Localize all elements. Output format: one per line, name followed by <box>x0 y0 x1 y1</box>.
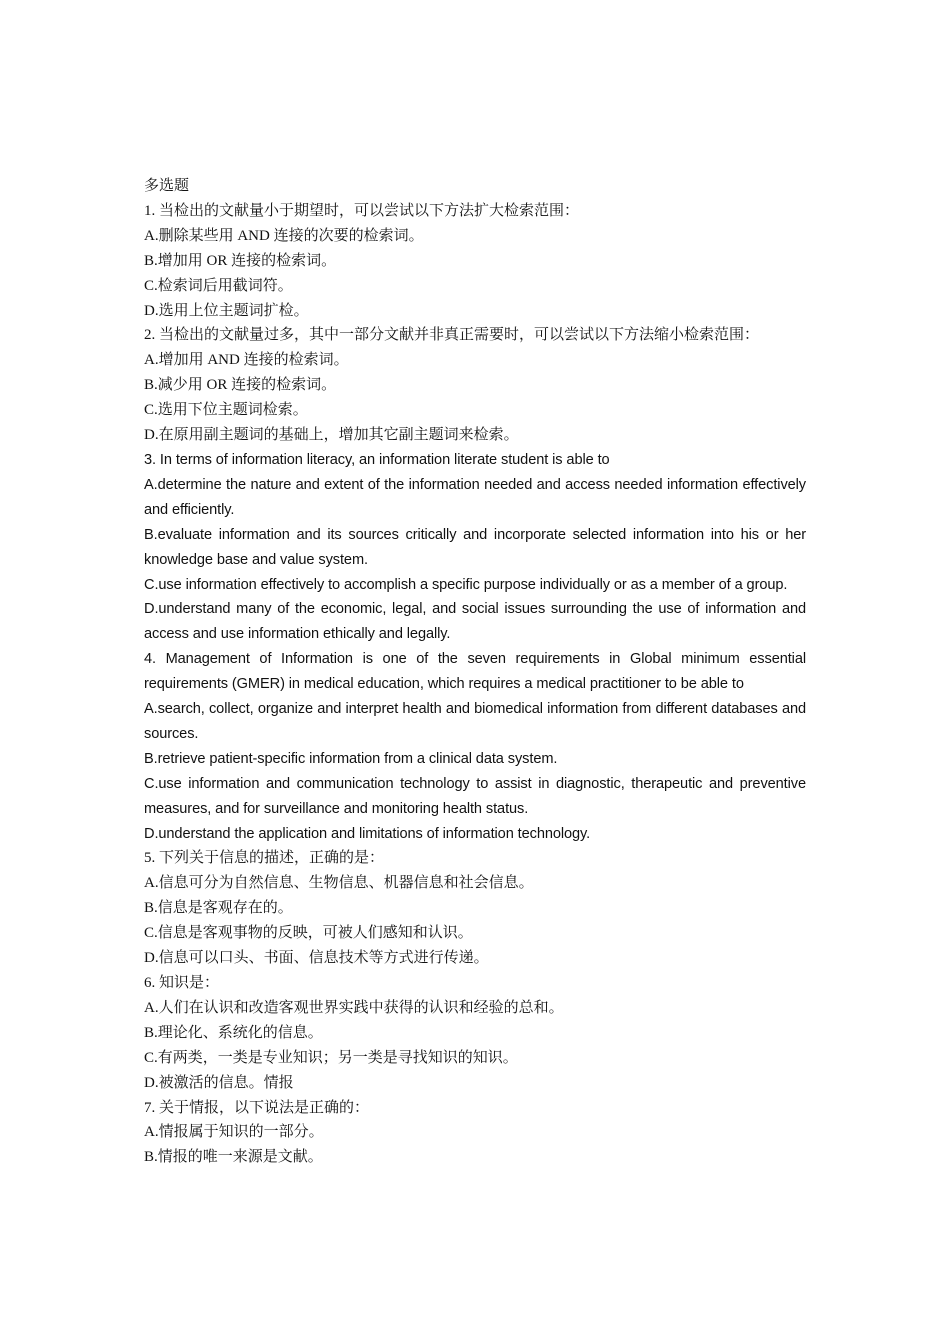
document-body <box>144 174 806 1170</box>
question-2-option-b: B.减少用 OR 连接的检索词。 <box>144 377 337 394</box>
question-4-option-d: D.understand the application and limitations of information technology. <box>144 825 591 842</box>
question-7-option-a: A.情报属于知识的一部分。 <box>144 1124 324 1141</box>
question-2-stem: 2. 当检出的文献量过多，其中一部分文献并非真正需要时，可以尝试以下方法缩小检索范围： <box>144 327 760 344</box>
question-5-option-b: B.信息是客观存在的。 <box>144 900 293 917</box>
question-1-option-b: B.增加用 OR 连接的检索词。 <box>144 252 337 269</box>
question-3-option-b: B.evaluate information and its sources critically and incorporate selected information into his or her knowledge base and value system. <box>144 526 806 568</box>
question-6-option-a: A.人们在认识和改造客观世界实践中获得的认识和经验的总和。 <box>144 999 564 1016</box>
question-2-option-d: D.在原用副主题词的基础上，增加其它副主题词来检索。 <box>144 427 519 444</box>
question-1-option-a: A.删除某些用 AND 连接的次要的检索词。 <box>144 227 424 244</box>
question-4-option-c: C.use information and communication technology to assist in diagnostic, therapeutic and preventive measures, and for surveillance and monitoring health status. <box>144 775 806 817</box>
question-6-option-c: C.有两类，一类是专业知识；另一类是寻找知识的知识。 <box>144 1049 518 1066</box>
question-7-option-b: B.情报的唯一来源是文献。 <box>144 1149 323 1166</box>
question-3-option-a: A.determine the nature and extent of the information needed and access needed information effectively and efficiently. <box>144 476 806 518</box>
question-1-option-d: D.选用上位主题词扩检。 <box>144 302 309 319</box>
question-5-stem: 5. 下列关于信息的描述，正确的是： <box>144 850 385 867</box>
question-1-option-c: C.检索词后用截词符。 <box>144 277 293 294</box>
question-4-option-a: A.search, collect, organize and interpret health and biomedical information from different databases and sources. <box>144 701 806 742</box>
question-3-option-d: D.understand many of the economic, legal, and social issues surrounding the use of information and access and use information ethically and legally. <box>144 601 806 643</box>
question-2-option-a: A.增加用 AND 连接的检索词。 <box>144 352 349 369</box>
question-7-stem: 7. 关于情报，以下说法是正确的： <box>144 1099 370 1116</box>
question-4-stem: 4. Management of Information is one of the seven requirements in Global minimum essential requirements (GMER) in medical education, which requires a medical practitioner to be able to <box>144 651 806 693</box>
question-3-option-c: C.use information effectively to accomplish a specific purpose individually or as a member of a group. <box>144 576 788 593</box>
question-6-option-b: B.理论化、系统化的信息。 <box>144 1024 323 1041</box>
question-3-stem: 3. In terms of information literacy, an information literate student is able to <box>144 451 610 468</box>
question-5-option-d: D.信息可以口头、书面、信息技术等方式进行传递。 <box>144 950 489 967</box>
question-6-option-d: D.被激活的信息。情报 <box>144 1074 294 1091</box>
question-2-option-c: C.选用下位主题词检索。 <box>144 402 308 419</box>
question-5-option-c: C.信息是客观事物的反映，可被人们感知和认识。 <box>144 925 473 942</box>
question-1-stem: 1. 当检出的文献量小于期望时，可以尝试以下方法扩大检索范围： <box>144 202 580 219</box>
question-4-option-b: B.retrieve patient-specific information from a clinical data system. <box>144 750 558 767</box>
question-5-option-a: A.信息可分为自然信息、生物信息、机器信息和社会信息。 <box>144 875 534 892</box>
section-title: 多选题 <box>144 178 190 194</box>
question-6-stem: 6. 知识是： <box>144 975 220 991</box>
